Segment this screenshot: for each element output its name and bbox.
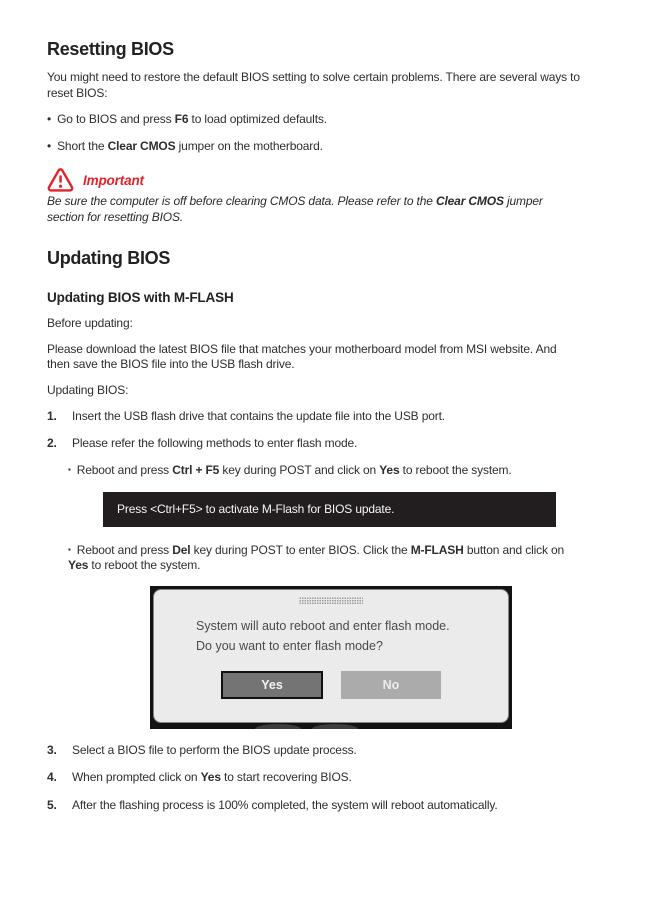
text-segment: jumper section for resetting BIOS. [47,194,543,224]
no-button[interactable]: No [341,671,441,699]
text-segment: key during POST and click on [219,463,380,477]
step-number: 5. [47,797,57,812]
step-text: After the flashing process is 100% completed, the system will reboot automatically. [72,797,498,812]
background-shape [312,724,358,729]
text-segment-bold: Clear CMOS [435,194,504,208]
dialog-message-line1: System will auto reboot and enter flash mode. [196,618,450,633]
step-4 [47,770,582,786]
text-segment-bold: M-FLASH [410,542,464,557]
text-segment: Go to BIOS and press [57,112,175,126]
text-segment: When prompted click on [72,770,201,784]
section-title-resetting-bios: Resetting BIOS [47,39,174,59]
method-ctrl-f5-bullet [68,462,568,479]
step-text: Please refer the following methods to enter flash mode. [72,435,358,450]
step-5 [47,798,582,814]
text-segment: to load optimized defaults. [188,112,327,126]
resetting-intro-paragraph: You might need to restore the default BIOS setting to solve certain problems. There are several ways to reset BIOS: [47,70,580,100]
text-segment-bold: Yes [379,463,400,477]
dialog-button-row [154,671,508,699]
text-segment: to reboot the system. [399,463,512,477]
download-instructions-paragraph: Please download the latest BIOS file that matches your motherboard model from MSI website. And then save the BIOS file into the USB flash drive. [47,341,557,371]
important-label: Important [83,172,144,188]
subsection-title-mflash: Updating BIOS with M-FLASH [47,290,234,305]
step-number: 3. [47,742,57,757]
step-number: 1. [47,409,57,423]
bullet-marker: • [47,112,52,126]
step-3 [47,743,582,759]
warning-triangle-icon [47,168,74,192]
important-note-paragraph [47,194,582,225]
square-bullet-marker: ▪ [68,544,71,554]
step-number: 2. [47,435,57,450]
dialog-message-line2: Do you want to enter flash mode? [196,638,383,653]
section-title-updating-bios: Updating BIOS [47,248,171,268]
square-bullet-marker: ▪ [68,465,71,474]
text-segment: Reboot and press [76,542,173,557]
text-segment-bold: Yes [68,558,89,572]
text-segment-bold: Yes [200,770,221,784]
text-segment: Reboot and press [76,463,173,477]
method-del-key-bullet [68,542,568,574]
dialog-drag-handle-icon [299,597,363,604]
dialog-message [196,616,508,656]
step-number: 4. [47,770,57,784]
before-updating-label: Before updating: [47,316,133,330]
flash-mode-dialog [153,589,509,723]
step-1 [47,409,582,425]
step-text: Select a BIOS file to perform the BIOS update process. [72,742,357,757]
bullet-marker: • [47,138,52,153]
yes-button[interactable]: Yes [221,671,323,699]
flash-mode-dialog-screenshot [150,586,512,729]
background-shape [255,724,301,729]
important-callout-header [47,168,582,192]
text-segment: jumper on the motherboard. [175,138,323,153]
text-segment: to reboot the system. [88,558,201,572]
text-segment: to start recovering BIOS. [220,770,352,784]
text-segment-bold: Del [172,542,191,557]
step-text: Insert the USB flash drive that contains the update file into the USB port. [72,409,445,423]
text-segment-bold: F6 [174,112,189,126]
text-segment: key during POST to enter BIOS. Click the [190,542,411,557]
updating-bios-label: Updating BIOS: [47,382,129,397]
text-segment-bold: Clear CMOS [107,138,176,153]
text-segment: button and click on [463,542,565,557]
text-segment: Short the [57,138,108,153]
post-console-message-banner: Press <Ctrl+F5> to activate M-Flash for BIOS update. [103,492,556,527]
text-segment-bold: Ctrl + F5 [172,463,220,477]
reset-bullet-clear-cmos [47,139,582,155]
reset-bullet-f6 [47,112,582,128]
step-2 [47,436,582,452]
text-segment: Be sure the computer is off before clearing CMOS data. Please refer to the [47,194,436,208]
